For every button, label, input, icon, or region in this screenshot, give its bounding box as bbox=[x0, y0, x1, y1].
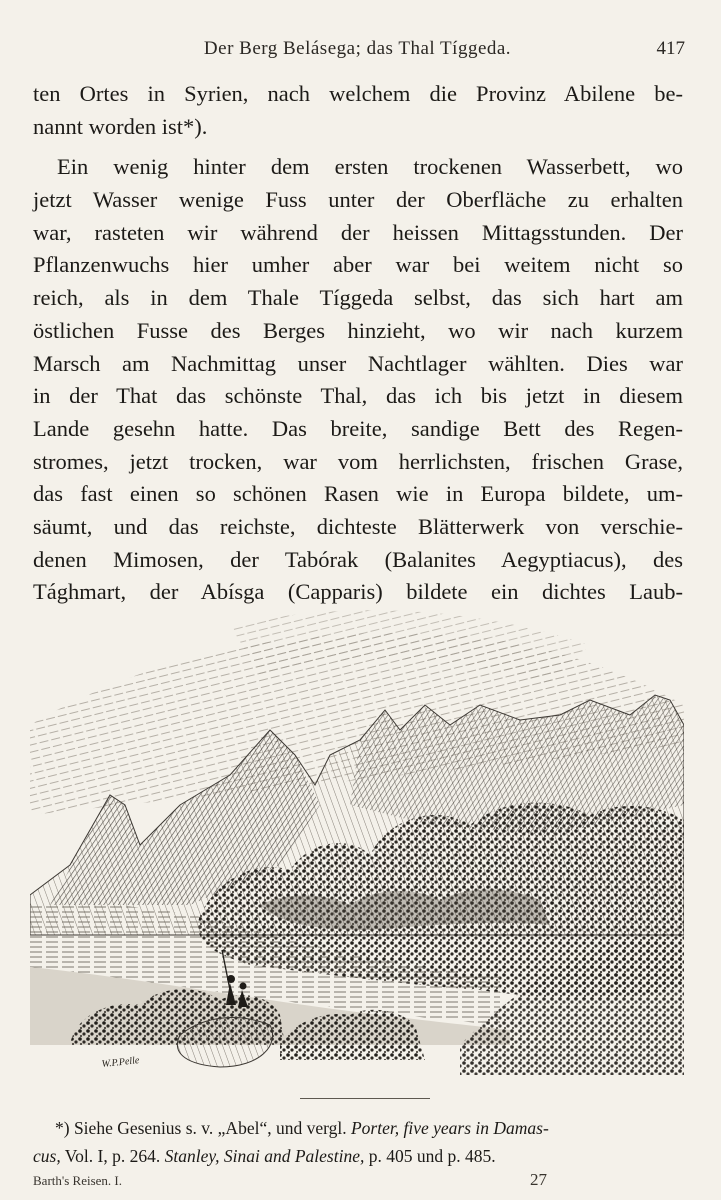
page-number: 417 bbox=[656, 38, 685, 59]
printer-signature: Barth's Reisen. I. bbox=[33, 1173, 122, 1188]
text-line: das fast einen so schönen Rasen wie in Europa bildete, um- bbox=[33, 481, 683, 507]
footnote-reference: Porter, five years in Damas- bbox=[350, 1118, 549, 1138]
text-line: denen Mimosen, der Tabórak (Balanites Aegyptiacus), des bbox=[33, 546, 683, 572]
footnote-line-1 bbox=[33, 1114, 683, 1142]
footnote-rule bbox=[300, 1098, 430, 1099]
running-head bbox=[30, 38, 685, 62]
text-line: war, rasteten wir während der heissen Mittagsstunden. Der bbox=[33, 219, 683, 245]
footnote-reference-2: Stanley, Sinai and Palestine, bbox=[164, 1146, 365, 1166]
text-line: Pflanzenwuchs hier umher aber war bei weitem nicht so bbox=[33, 252, 683, 278]
body-text bbox=[33, 78, 683, 609]
text-line: Marsch am Nachmittag unser Nachtlager wählten. Dies war bbox=[33, 350, 683, 376]
text-line: Tághmart, der Abísga (Capparis) bildete ein dichtes Laub- bbox=[33, 579, 683, 605]
text-line: stromes, jetzt trocken, war vom herrlichsten, frischen Grase, bbox=[33, 448, 683, 474]
footnote-line-2 bbox=[33, 1142, 683, 1170]
footnote-volume: Vol. I, p. 264. bbox=[64, 1146, 161, 1166]
engraving-illustration bbox=[30, 605, 684, 1085]
running-head-title: Der Berg Belásega; das Thal Tíggeda. bbox=[203, 38, 512, 59]
footnote bbox=[33, 1114, 683, 1170]
footnote-reference-continued: cus, bbox=[33, 1146, 61, 1166]
footnote-text: *) Siehe Gesenius s. v. „Abel“, und vergl. bbox=[55, 1118, 347, 1138]
footnote-pages: p. 405 und p. 485. bbox=[368, 1146, 496, 1166]
text-line: östlichen Fusse des Berges hinzieht, wo wir nach kurzem bbox=[33, 317, 683, 343]
text-line: säumt, und das reichste, dichteste Blätterwerk von verschie- bbox=[33, 513, 683, 539]
text-line: reich, als in dem Thale Tíggeda selbst, das sich hart am bbox=[33, 285, 683, 311]
text-line: Ein wenig hinter dem ersten trockenen Wasserbett, wo bbox=[57, 154, 683, 180]
text-line: Lande gesehn hatte. Das breite, sandige Bett des Regen- bbox=[33, 415, 683, 441]
text-line: nannt worden ist*). bbox=[33, 113, 208, 139]
mountain-valley-engraving bbox=[30, 605, 684, 1085]
text-line: jetzt Wasser wenige Fuss unter der Oberfläche zu erhalten bbox=[33, 187, 683, 213]
text-line: ten Ortes in Syrien, nach welchem die Provinz Abilene be- bbox=[33, 81, 683, 106]
text-line: in der That das schönste Thal, das ich bis jetzt in diesem bbox=[33, 383, 683, 409]
signature-sheet-number: 27 bbox=[530, 1170, 547, 1189]
engraver-signature: W.P.Pelle bbox=[101, 1055, 140, 1070]
